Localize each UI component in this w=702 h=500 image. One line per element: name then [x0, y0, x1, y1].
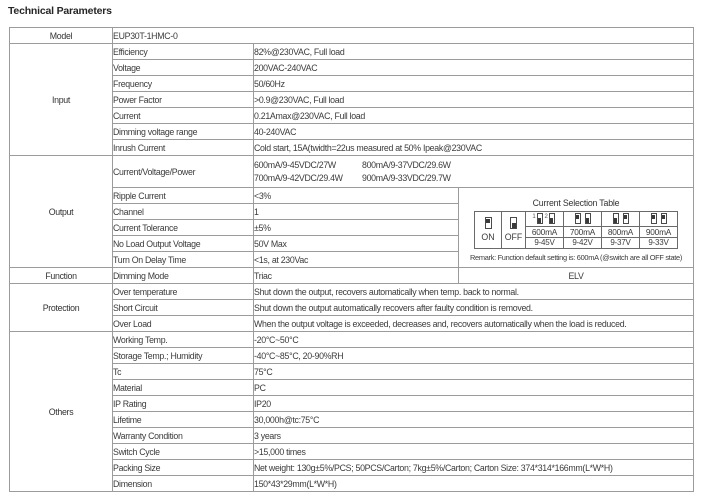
param-value: 3 years [254, 428, 694, 444]
param-name: Current [113, 108, 254, 124]
table-row [10, 460, 694, 476]
table-row [475, 211, 678, 226]
param-name: Power Factor [113, 92, 254, 108]
param-name: Dimming voltage range [113, 124, 254, 140]
param-value: 0.21Amax@230VAC, Full load [254, 108, 694, 124]
table-row [10, 44, 694, 60]
model-value: EUP30T-1HMC-0 [113, 28, 694, 44]
table-row [10, 156, 694, 188]
voltage-range: 9-42V [564, 237, 602, 248]
cvp-line-1 [254, 159, 693, 172]
param-name: Ripple Current [113, 188, 254, 204]
dip-switch-on-icon [485, 217, 492, 229]
current-value: 900mA [640, 226, 678, 237]
current-value: 800mA [602, 226, 640, 237]
dip-switch-icon [651, 213, 657, 224]
dip-switch-icon [613, 213, 619, 224]
switch-number: 2 [544, 213, 548, 220]
table-row-model [10, 28, 694, 44]
voltage-range: 9-45V [526, 237, 564, 248]
param-name: Warranty Condition [113, 428, 254, 444]
table-row [10, 284, 694, 300]
param-value: Shut down the output automatically recovers after faulty condition is removed. [254, 300, 694, 316]
current-selection-table-title: Current Selection Table [532, 197, 620, 208]
param-value: 50V Max [254, 236, 459, 252]
param-value: When the output voltage is exceeded, decreases and, recovers automatically when the load is reduced. [254, 316, 694, 332]
param-value: -40°C~85°C, 20-90%RH [254, 348, 694, 364]
section-label-input: Input [10, 44, 113, 156]
dip-switch-icon [623, 213, 629, 224]
param-value: 40-240VAC [254, 124, 694, 140]
param-value: <1s, at 230Vac [254, 252, 459, 268]
param-name: Tc [113, 364, 254, 380]
param-name: Over Load [113, 316, 254, 332]
on-label: ON [481, 232, 495, 242]
cvp-value: 800mA/9-37VDC/29.6W [362, 159, 451, 170]
param-value: ELV [459, 268, 694, 284]
model-label: Model [10, 28, 113, 44]
param-name: Lifetime [113, 412, 254, 428]
section-label-output: Output [10, 156, 113, 268]
on-position-cell [475, 211, 502, 248]
param-name: Turn On Delay Time [113, 252, 254, 268]
table-row [10, 364, 694, 380]
param-value: <3% [254, 188, 459, 204]
param-name: Efficiency [113, 44, 254, 60]
section-label-protection: Protection [10, 284, 113, 332]
current-selection-table-cell [459, 188, 694, 268]
switch-number: 1 [532, 213, 536, 220]
table-row [10, 428, 694, 444]
param-name: No Load Output Voltage [113, 236, 254, 252]
table-row [10, 348, 694, 364]
dip-switch-icon [585, 213, 591, 224]
param-name: Current Tolerance [113, 220, 254, 236]
param-name: IP Rating [113, 396, 254, 412]
section-label-others: Others [10, 332, 113, 492]
dip-setting-600 [526, 211, 564, 226]
param-name: Short Circuit [113, 300, 254, 316]
page-title: Technical Parameters [8, 5, 112, 17]
table-row [10, 124, 694, 140]
param-value: >15,000 times [254, 444, 694, 460]
param-name: Inrush Current [113, 140, 254, 156]
table-row [10, 268, 694, 284]
cvp-value: 900mA/9-33VDC/29.7W [362, 172, 451, 183]
table-row [10, 60, 694, 76]
param-name: Channel [113, 204, 254, 220]
dip-setting-800 [602, 211, 640, 226]
param-value: -20°C~50°C [254, 332, 694, 348]
param-name: Voltage [113, 60, 254, 76]
param-name: Switch Cycle [113, 444, 254, 460]
param-value: PC [254, 380, 694, 396]
param-value: 200VAC-240VAC [254, 60, 694, 76]
param-value: IP20 [254, 396, 694, 412]
cvp-line-2 [254, 172, 693, 185]
param-name: Current/Voltage/Power [113, 156, 254, 188]
param-value: 150*43*29mm(L*W*H) [254, 476, 694, 492]
param-value: Cold start, 15A(twidth=22us measured at 50% Ipeak@230VAC [254, 140, 694, 156]
off-position-cell [502, 211, 526, 248]
voltage-range: 9-33V [640, 237, 678, 248]
current-value: 600mA [526, 226, 564, 237]
dip-switch-icon [537, 213, 543, 224]
param-value: >0.9@230VAC, Full load [254, 92, 694, 108]
param-value: Net weight: 130g±5%/PCS; 50PCS/Carton; 7kg±5%/Carton; Carton Size: 374*314*166mm(L*W*H) [254, 460, 694, 476]
dip-setting-700 [564, 211, 602, 226]
current-value: 700mA [564, 226, 602, 237]
table-row [10, 332, 694, 348]
dip-switch-icon [661, 213, 667, 224]
table-row [10, 108, 694, 124]
table-row [10, 396, 694, 412]
table-row [10, 140, 694, 156]
cvp-value: 600mA/9-45VDC/27W [254, 159, 336, 170]
table-row [10, 92, 694, 108]
table-row [10, 476, 694, 492]
param-name: Over temperature [113, 284, 254, 300]
param-value: ±5% [254, 220, 459, 236]
param-name: Working Temp. [113, 332, 254, 348]
param-name: Dimension [113, 476, 254, 492]
table-row [10, 188, 694, 204]
technical-parameters-table [9, 27, 694, 492]
voltage-range: 9-37V [602, 237, 640, 248]
table-row [10, 412, 694, 428]
param-value: Shut down the output, recovers automatically when temp. back to normal. [254, 284, 694, 300]
selection-table-remark: Remark: Function default setting is: 600mA (@switch are all OFF state) [470, 252, 683, 262]
param-value [254, 156, 694, 188]
table-row [10, 380, 694, 396]
param-value: 50/60Hz [254, 76, 694, 92]
param-value: 75°C [254, 364, 694, 380]
table-row [10, 316, 694, 332]
table-row [10, 444, 694, 460]
cvp-value: 700mA/9-42VDC/29.4W [254, 172, 343, 183]
param-name: Dimming Mode [113, 268, 254, 284]
table-row [10, 76, 694, 92]
param-name: Storage Temp.; Humidity [113, 348, 254, 364]
param-value: 1 [254, 204, 459, 220]
dip-switch-icon [549, 213, 555, 224]
param-value: 82%@230VAC, Full load [254, 44, 694, 60]
dip-switch-off-icon [510, 217, 517, 229]
dip-setting-900 [640, 211, 678, 226]
param-name: Material [113, 380, 254, 396]
table-row [10, 300, 694, 316]
param-value: Triac [254, 268, 459, 284]
current-selection-table [474, 211, 678, 249]
section-label-function: Function [10, 268, 113, 284]
param-value: 30,000h@tc:75°C [254, 412, 694, 428]
off-label: OFF [504, 232, 523, 242]
param-name: Packing Size [113, 460, 254, 476]
dip-switch-icon [575, 213, 581, 224]
param-name: Frequency [113, 76, 254, 92]
